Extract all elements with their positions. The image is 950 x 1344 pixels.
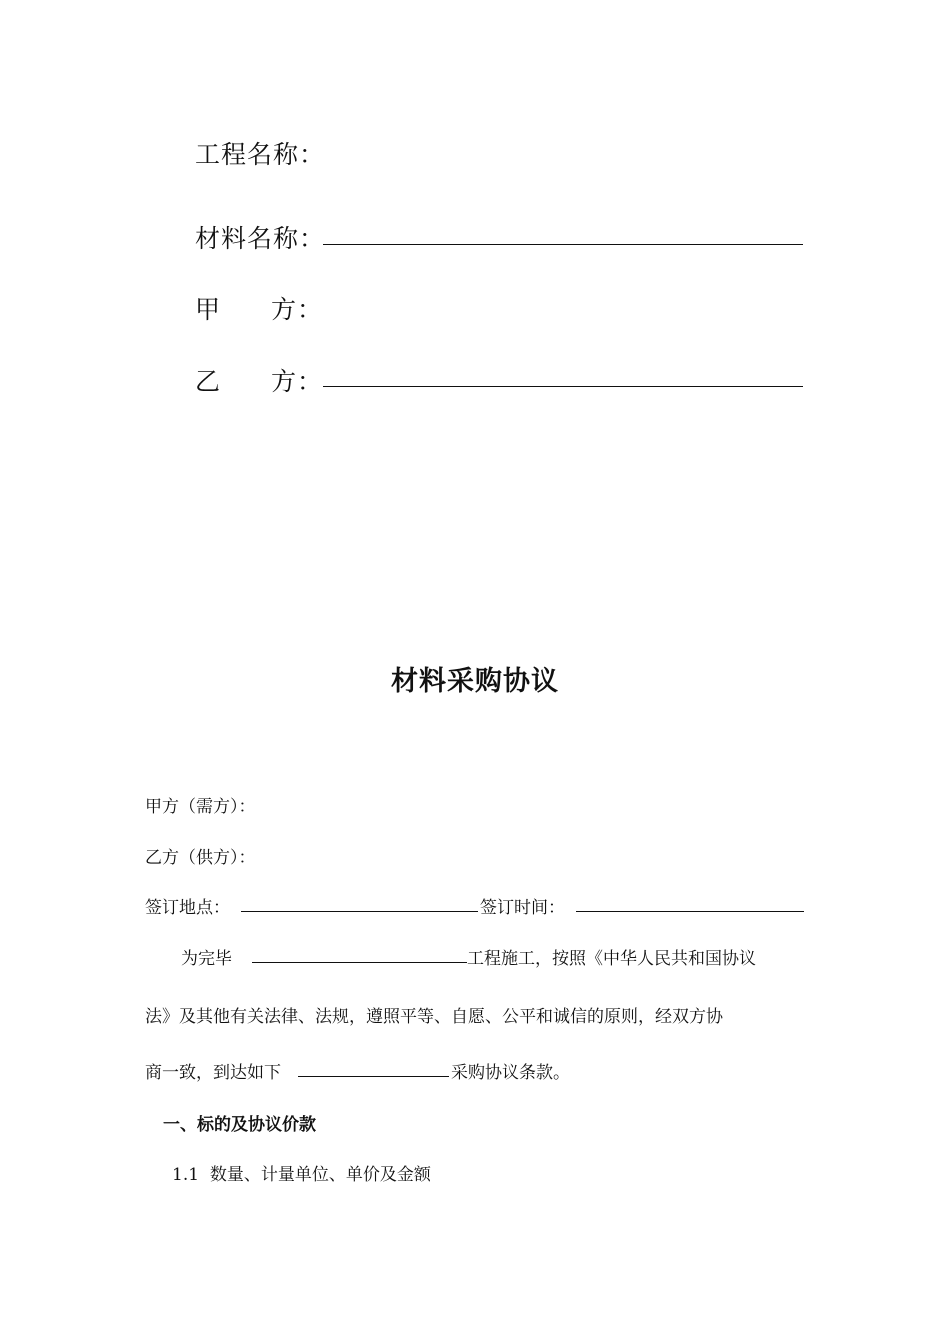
material-blank[interactable]	[298, 1076, 449, 1077]
signing-place-label: 签订地点：	[145, 898, 230, 918]
intro-line2: 法》及其他有关法律、法规，遵照平等、自愿、公平和诚信的原则，经双方协	[145, 1007, 723, 1027]
party-a-colon: ：	[297, 295, 323, 324]
party-a-label: 甲方（需方）：	[145, 797, 256, 817]
material-name-label: 材料名称：	[195, 224, 326, 253]
signing-place-field[interactable]	[241, 911, 478, 912]
material-name-field[interactable]	[323, 244, 803, 245]
document-title: 材料采购协议	[391, 666, 559, 697]
section1-heading: 一、标的及协议价款	[163, 1115, 316, 1135]
intro-line1-prefix: 为完毕	[181, 949, 232, 969]
party-b-cover-field[interactable]	[323, 386, 803, 387]
intro-line1-suffix: 工程施工，按照《中华人民共和国协议	[467, 949, 756, 969]
project-name-blank[interactable]	[252, 962, 467, 963]
party-a-char2: 方	[271, 295, 297, 324]
intro-line3-prefix: 商一致，到达如下	[145, 1063, 281, 1083]
party-b-label: 乙方（供方）：	[145, 848, 256, 868]
item-1-1: 1.1 数量、计量单位、单价及金额	[172, 1165, 431, 1185]
party-b-char2: 方	[271, 367, 297, 396]
party-b-colon: ：	[297, 367, 323, 396]
signing-time-field[interactable]	[576, 911, 804, 912]
party-a-char1: 甲	[195, 295, 221, 324]
signing-time-label: 签订时间：	[480, 898, 565, 918]
project-name-label: 工程名称：	[195, 140, 326, 169]
party-b-char1: 乙	[195, 367, 221, 396]
intro-line3-suffix: 采购协议条款。	[451, 1063, 570, 1083]
